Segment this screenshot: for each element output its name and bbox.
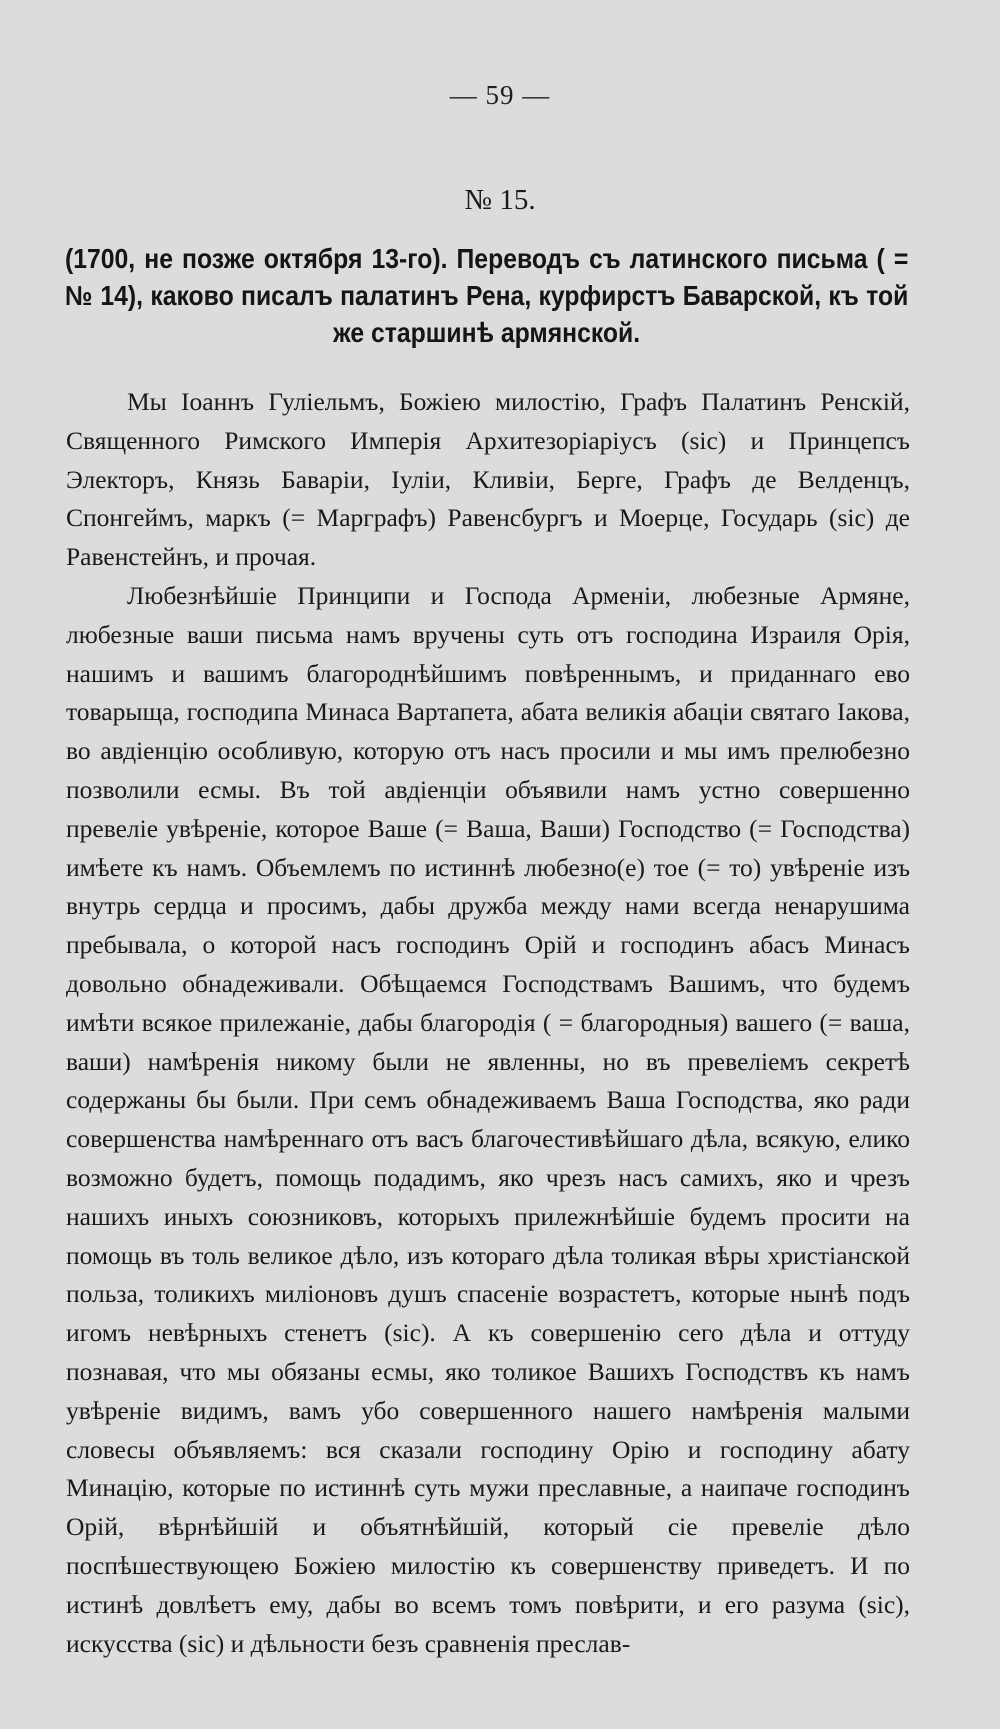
letter-body (66, 383, 910, 1663)
document-heading: (1700, не позже октября 13-го). Переводъ съ латинского письма ( = № 14), каково писалъ палатинъ Рена, курфирстъ Баварской, къ той же старшинѣ армянской. (65, 243, 909, 348)
document-number: № 15. (464, 184, 536, 216)
paragraph-title-of-elector: Мы Іоаннъ Гуліельмъ, Божіею милостію, Графъ Палатинъ Ренскій, Священного Римского Имперія Архитезоріаріусъ (sic) и Принцепсъ Электоръ, Князь Баваріи, Іуліи, Кливіи, Берге, Графъ де Велденцъ, Спонгеймъ, маркъ (= Маргрaфъ) Равенсбургъ и Моерце, Государь (sic) де Равенстейнъ, и прочая. (66, 387, 910, 572)
paragraph-letter-text: Любезнѣйшіе Принципи и Господа Арменіи, любезные Армяне, любезные ваши письма намъ вручены суть отъ господина Израиля Орія, нашимъ и вашимъ благороднѣйшимъ повѣреннымъ, и приданнаго ево товарыща, господипа Минаса Вартапета, абата великія абаціи святаго Іакова, во авдіенцію особливую, которую отъ насъ просили и мы имъ прелюбезно позволили есмы. Въ той авдіенціи объявили намъ устно совершенно превеліе увѣреніе, которое Ваше (= Ваша, Ваши) Господство (= Господства) имѣете къ намъ. Объемлемъ по истиннѣ любезно(е) тое (= то) увѣреніе изъ внутрь сердца и просимъ, дабы дружба между нами всегда ненарушима пребывала, о которой насъ господинъ Орій и господинъ абасъ Минасъ довольно обнадеживали. Обѣщаемся Господствамъ Вашимъ, что будемъ имѣти всякое прилежаніе, дабы благородія ( = благородныя) вашего (= ваша, ваши) намѣренія никому были не явленны, но въ превеліемъ секретѣ содержаны бы были. При семъ обнадеживаемъ Ваша Господства, яко ради совершенства намѣреннаго отъ васъ благочестивѣйшаго дѣла, всякую, елико возможно будетъ, помощь подадимъ, яко чрезъ насъ самихъ, яко и чрезъ нашихъ иныхъ союзниковъ, которыхъ прилежнѣйшіе будемъ просити на помощь въ толь великое дѣло, изъ котораго дѣла толикая вѣры христіанской польза, толикихъ миліоновъ душъ спасеніе возрастетъ, которые нынѣ подъ игомъ невѣрныхъ стенетъ (sic). А къ совершенію сего дѣла и оттуду познавая, что мы обязаны есмы, яко толикое Вашихъ Господствъ къ намъ увѣреніе видимъ, вамъ убо совершенного нашего намѣренія малыми словесы объявляемъ: вся сказали господину Орію и господину абату Минацію, которые по истиннѣ суть мужи преславные, а наипаче господинъ Орій, вѣрнѣйшій и объятнѣйшій, который сіе превеліе дѣло поспѣшествующею Божіею милостію къ совершенству приведетъ. И по истинѣ довлѣетъ ему, дабы во всемъ томъ повѣрити, и его разума (sic), искусства (sic) и дѣльности безъ сравненія преслав- (66, 580, 910, 1658)
page-number: — 59 — (449, 80, 551, 110)
